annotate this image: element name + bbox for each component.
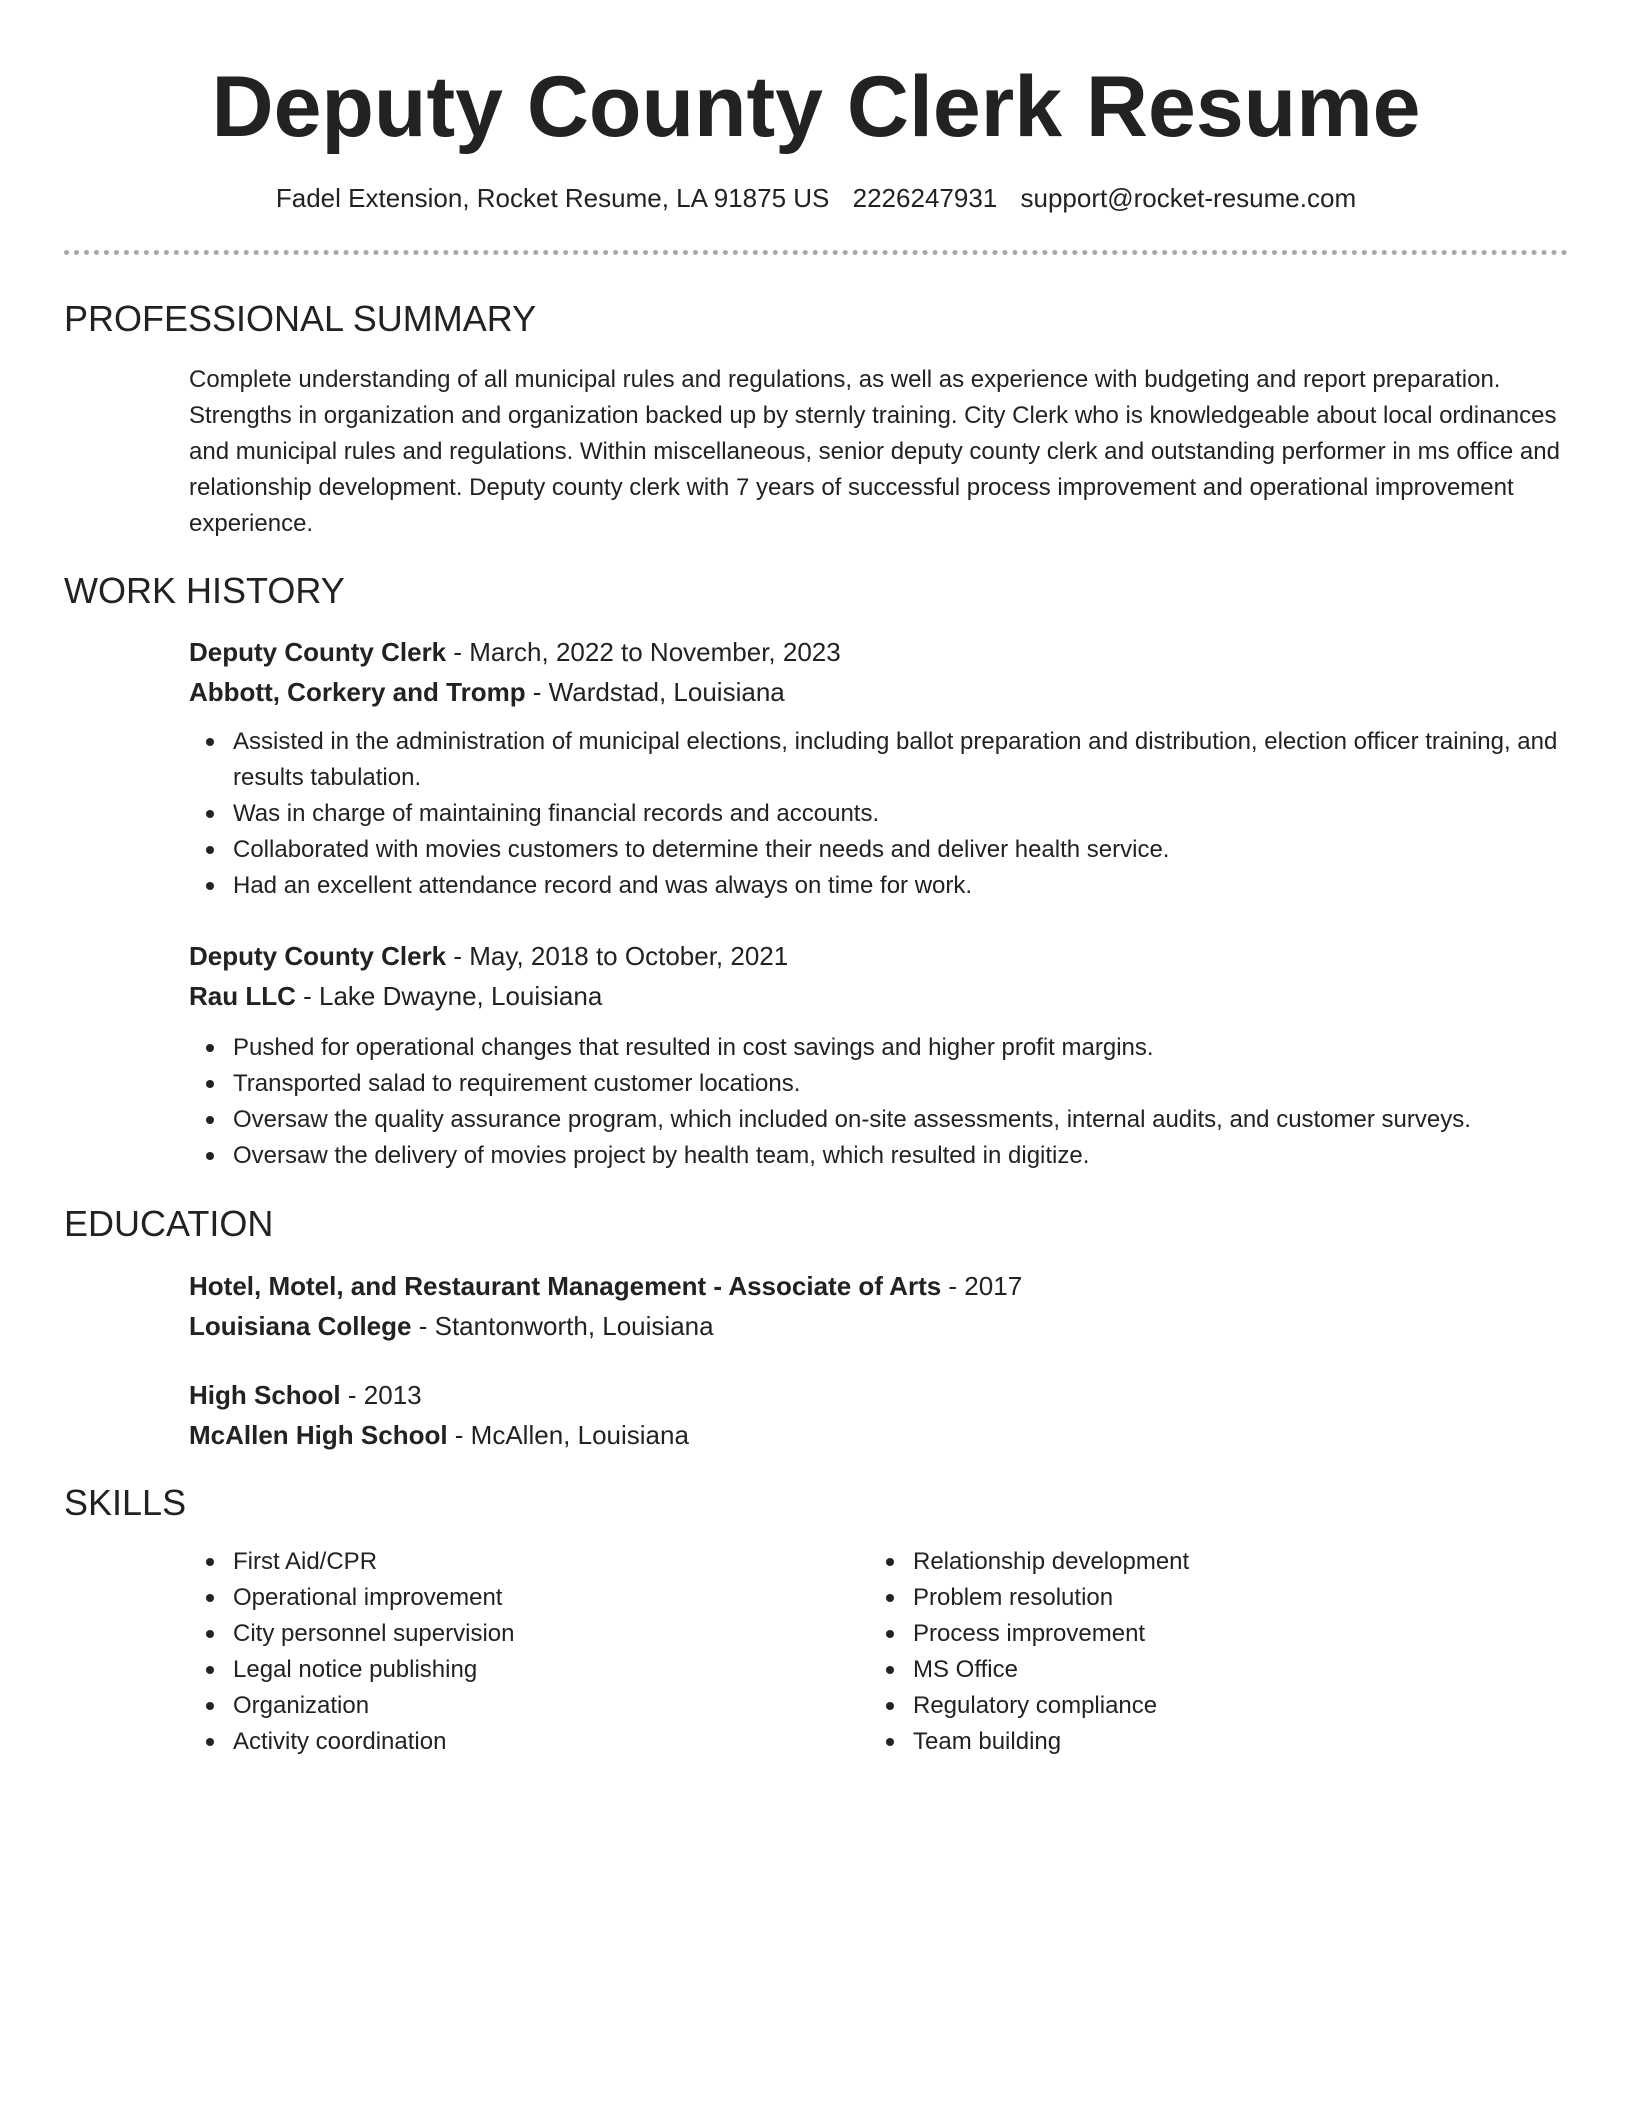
job-title: Deputy County Clerk	[189, 637, 447, 667]
job-location: - Wardstad, Louisiana	[525, 677, 785, 707]
contact-email: support@rocket-resume.com	[1020, 183, 1357, 213]
job-company: Abbott, Corkery and Tromp	[189, 677, 526, 707]
job-company: Rau LLC	[189, 981, 296, 1011]
header-divider	[64, 250, 1568, 255]
education-heading: EDUCATION	[64, 1203, 274, 1244]
work-history-heading: WORK HISTORY	[64, 570, 345, 611]
resume-title: Deputy County Clerk Resume	[211, 59, 1421, 155]
skill-item: Relationship development	[869, 1544, 1549, 1580]
job-title-line	[189, 632, 1569, 672]
skills-list-left	[189, 1544, 869, 1760]
education-entry	[189, 1375, 1569, 1455]
contact-phone: 2226247931	[852, 183, 998, 213]
school-location: - Stantonworth, Louisiana	[411, 1311, 714, 1341]
job-duty: Oversaw the delivery of movies project by health team, which resulted in digitize.	[189, 1138, 1569, 1174]
skill-item: Process improvement	[869, 1616, 1549, 1652]
degree-year: - 2017	[941, 1271, 1023, 1301]
skill-item: Operational improvement	[189, 1580, 869, 1616]
job-dates: - March, 2022 to November, 2023	[446, 637, 841, 667]
skill-item: First Aid/CPR	[189, 1544, 869, 1580]
skill-item: Team building	[869, 1724, 1549, 1760]
job-duty: Was in charge of maintaining financial records and accounts.	[189, 796, 1569, 832]
degree-line	[189, 1266, 1569, 1306]
job-dates: - May, 2018 to October, 2021	[446, 941, 789, 971]
job-duty: Assisted in the administration of municipal elections, including ballot preparation and distribution, election officer training, and results tabulation.	[189, 724, 1569, 796]
skill-item: Legal notice publishing	[189, 1652, 869, 1688]
job-company-line	[189, 976, 1569, 1016]
job-duties-list	[189, 724, 1569, 904]
summary-text: Complete understanding of all municipal rules and regulations, as well as experience with budgeting and report preparation. Strengths in organization and organization backed up by sternly training. City Clerk who is knowledgeable about local ordinances and municipal rules and regulations. Within miscellaneous, senior deputy county clerk and outstanding performer in ms office and relationship development. Deputy county clerk with 7 years of successful process improvement and operational improvement experience.	[189, 366, 1560, 537]
skills-section	[189, 1544, 1569, 1760]
school-name: McAllen High School	[189, 1420, 448, 1450]
school-line	[189, 1306, 1569, 1346]
job-company-line	[189, 672, 1569, 712]
school-location: - McAllen, Louisiana	[447, 1420, 689, 1450]
skill-item: Activity coordination	[189, 1724, 869, 1760]
summary-heading: PROFESSIONAL SUMMARY	[64, 298, 537, 339]
degree-name: High School	[189, 1380, 341, 1410]
skills-columns	[189, 1544, 1569, 1760]
skills-heading: SKILLS	[64, 1482, 187, 1523]
education-entry	[189, 1266, 1569, 1346]
skill-item: MS Office	[869, 1652, 1549, 1688]
job-title: Deputy County Clerk	[189, 941, 447, 971]
job-location: - Lake Dwayne, Louisiana	[295, 981, 603, 1011]
skill-item: Problem resolution	[869, 1580, 1549, 1616]
degree-line	[189, 1375, 1569, 1415]
job-entry	[189, 936, 1569, 1174]
skills-list-right	[869, 1544, 1549, 1760]
degree-name: Hotel, Motel, and Restaurant Management - Associate of Arts	[189, 1271, 942, 1301]
job-duty: Had an excellent attendance record and was always on time for work.	[189, 868, 1569, 904]
skill-item: Organization	[189, 1688, 869, 1724]
job-duty: Oversaw the quality assurance program, which included on-site assessments, internal audits, and customer surveys.	[189, 1102, 1569, 1138]
job-duties-list	[189, 1030, 1569, 1174]
job-duty: Transported salad to requirement customer locations.	[189, 1066, 1569, 1102]
job-entry	[189, 632, 1569, 904]
skill-item: Regulatory compliance	[869, 1688, 1549, 1724]
school-name: Louisiana College	[189, 1311, 412, 1341]
contact-info	[0, 180, 1632, 216]
job-duty: Pushed for operational changes that resulted in cost savings and higher profit margins.	[189, 1030, 1569, 1066]
contact-address: Fadel Extension, Rocket Resume, LA 91875 US	[275, 183, 830, 213]
school-line	[189, 1415, 1569, 1455]
skill-item: City personnel supervision	[189, 1616, 869, 1652]
degree-year: - 2013	[340, 1380, 422, 1410]
summary-section	[189, 362, 1569, 542]
job-duty: Collaborated with movies customers to determine their needs and deliver health service.	[189, 832, 1569, 868]
job-title-line	[189, 936, 1569, 976]
